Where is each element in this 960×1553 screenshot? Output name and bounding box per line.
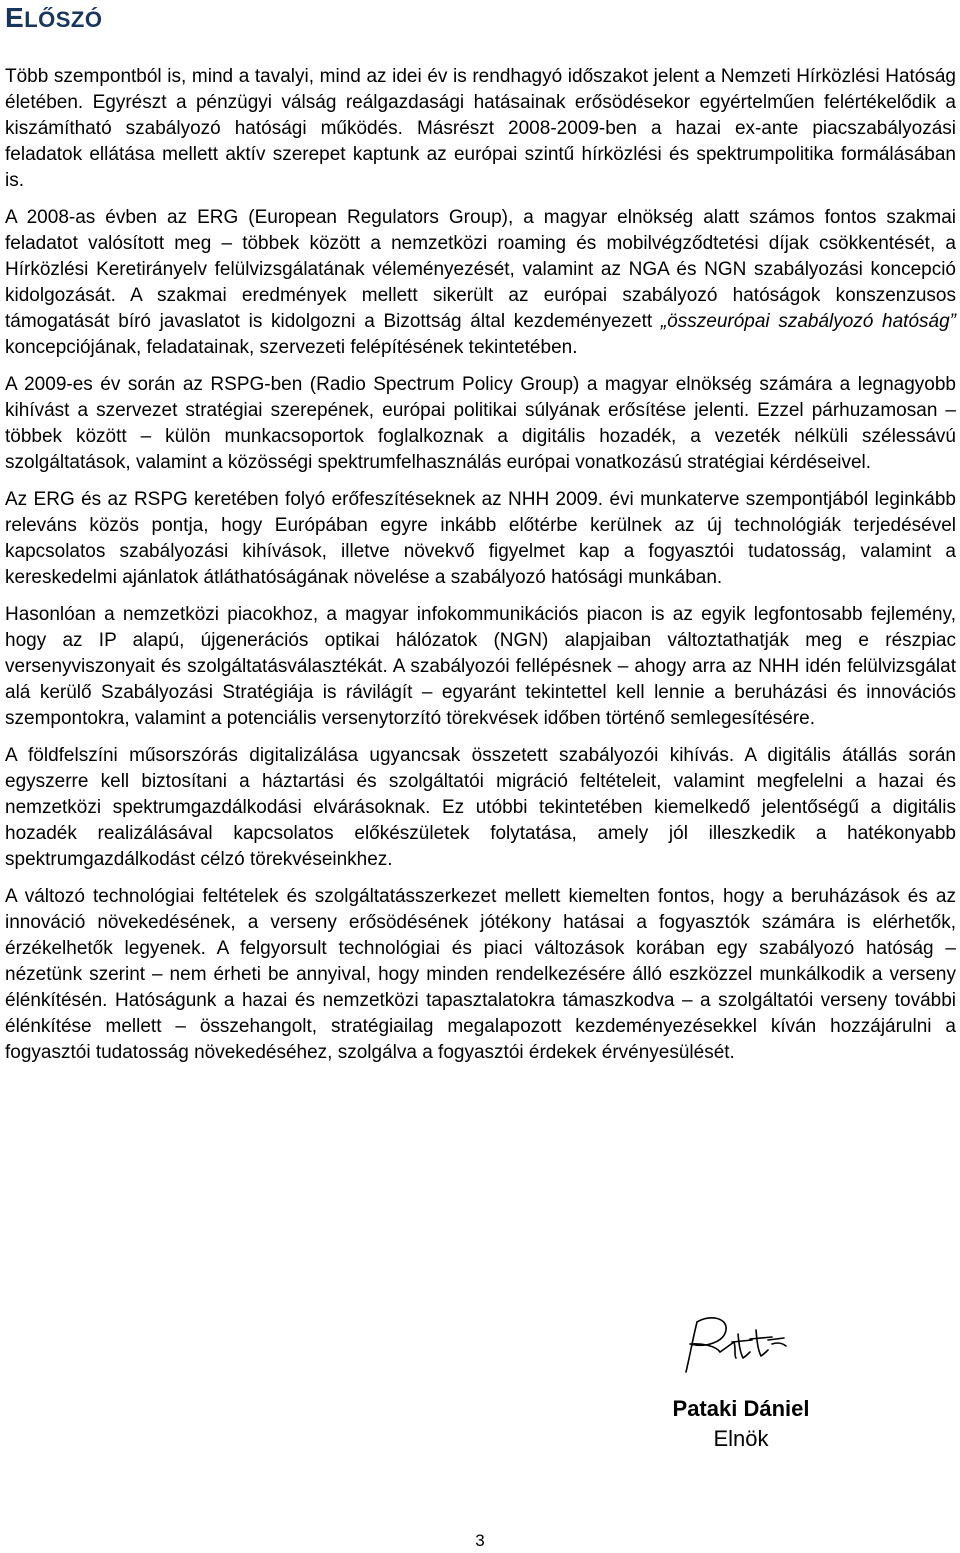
page-number: 3 (475, 1531, 485, 1550)
paragraph-3: A 2009-es év során az RSPG-ben (Radio Spectrum Policy Group) a magyar elnökség számára a legnagyobb kihívást a szervezet stratégiai szerepének, európai politikai súlyának erősítése jelenti. Ezzel párhuzamosan – többek között – külön munkacsoportok foglalkoznak a digitális hozadék, a vezeték nélküli szélessávú szolgáltatások, valamint a közösségi spektrumfelhasználás európai vonatkozású stratégiai kérdéseivel. (5, 374, 956, 473)
page-title (5, 4, 102, 34)
paragraph-4: Az ERG és az RSPG keretében folyó erőfeszítéseknek az NHH 2009. évi munkaterve szempontjából leginkább releváns közös pontja, hogy Európában egyre inkább előtérbe kerülnek az új technológiák terjedésével kapcsolatos szabályozási kihívások, illetve növekvő figyelmet kap a fogyasztói tudatosság, valamint a kereskedelmi ajánlatok átláthatóságának növelése a szabályozó hatósági munkában. (5, 489, 956, 588)
paragraph-2: A 2008-as évben az ERG (European Regulators Group), a magyar elnökség alatt számos fontos szakmai feladatot valósított meg – többek között a nemzetközi roaming és mobilvégződtetési díjak csökkentését, a Hírközlési Keretirányelv felülvizsgálatának véleményezését, valamint az NGA és NGN szabályozási koncepció kidolgozását. A szakmai eredmények mellett sikerült az európai szabályozó hatóságok konszenzusos támogatását bíró javaslatot is kidolgozni a Bizottság által kezdeményezett „összeurópai szabályozó hatóság” koncepciójának, feladatainak, szervezeti felépítésének tekintetében. (5, 207, 956, 358)
signer-title: Elnök (713, 1426, 769, 1451)
handwritten-signature (676, 1310, 801, 1382)
paragraph-6: A földfelszíni műsorszórás digitalizálása ugyancsak összetett szabályozói kihívás. A digitális átállás során egyszerre kell biztosítani a háztartási és szolgáltatói migráció feltételeit, valamint megfelelni a hazai és nemzetközi spektrumgazdálkodási elvárásoknak. Ez utóbbi tekintetében kiemelkedő jelentőségű a digitális hozadék realizálásával kapcsolatos előkészületek folytatása, amely jól illeszkedik a hatékonyabb spektrumgazdálkodást célzó törekvéseinkhez. (5, 745, 956, 870)
signer-name: Pataki Dániel (672, 1396, 810, 1421)
paragraph-1: Több szempontból is, mind a tavalyi, mind az idei év is rendhagyó időszakot jelent a Nemzeti Hírközlési Hatóság életében. Egyrészt a pénzügyi válság reálgazdasági hatásainak erősödésekor egyértelműen felértékelődik a kiszámítható szabályozó hatósági működés. Másrészt 2008-2009-ben a hazai ex-ante piacszabályozási feladatok ellátása mellett aktív szerepet kaptunk az európai szintű hírközlési és spektrumpolitika formálásában is. (5, 66, 956, 191)
emphasis-text: „összeurópai szabályozó hatóság” (660, 311, 956, 332)
page-title-initial: E (5, 2, 25, 33)
paragraph-7: A változó technológiai feltételek és szolgáltatásszerkezet mellett kiemelten fontos, hogy a beruházások és az innováció növekedésének, a verseny erősödésének jótékony hatásai a fogyasztók számára is elérhetők, érzékelhetők legyenek. A felgyorsult technológiai és piaci változások korában egy szabályozó hatóság – nézetünk szerint – nem érheti be annyival, hogy minden rendelkezésére álló eszközzel munkálkodik a verseny élénkítésén. Hatóságunk a hazai és nemzetközi tapasztalatokra támaszkodva – a szolgáltatói verseny további élénkítése mellett – összehangolt, stratégiailag megalapozott kezdeményezésekkel kíván hozzájárulni a fogyasztói tudatosság növekedéséhez, szolgálva a fogyasztói érdekek érvényesülését. (5, 886, 956, 1063)
paragraph-5: Hasonlóan a nemzetközi piacokhoz, a magyar infokommunikációs piacon is az egyik legfontosabb fejlemény, hogy az IP alapú, újgenerációs optikai hálózatok (NGN) alapjaiban változtathatják meg e részpiac versenyviszonyait és szolgáltatásválasztékát. A szabályozói fellépésnek – ahogy arra az NHH idén felülvizsgálat alá kerülő Szabályozási Stratégiája is rávilágít – egyaránt tekintettel kell lennie a beruházási és innovációs szempontokra, valamint a potenciális versenytorzító törekvések időben történő semlegesítésére. (5, 604, 956, 729)
body-text (5, 64, 956, 1066)
page-title-rest: LŐSZÓ (24, 7, 103, 32)
signer-block (620, 1394, 862, 1454)
